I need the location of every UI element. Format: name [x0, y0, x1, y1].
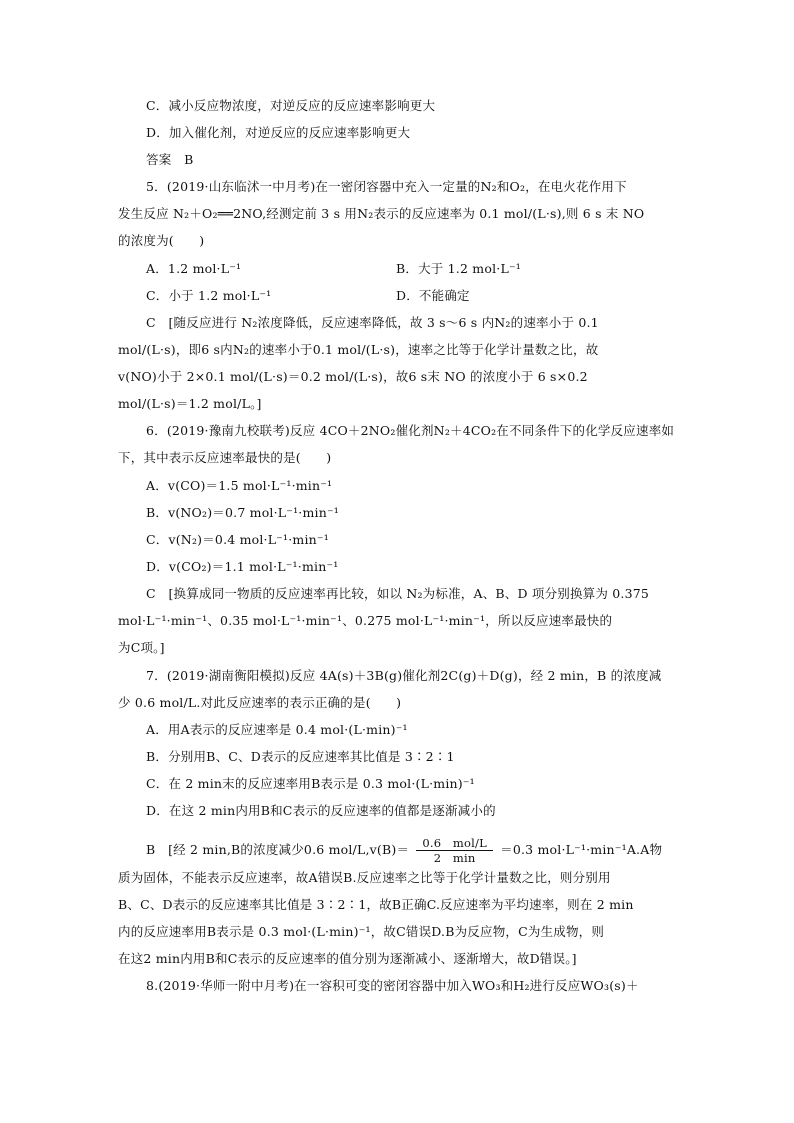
text-line: B．分别用B、C、D表示的反应速率其比值是 3∶2∶1	[146, 749, 455, 764]
text-line: C．小于 1.2 mol·L⁻¹	[146, 288, 272, 303]
text-line: 答案 B	[146, 152, 194, 167]
text-line: v(NO)小于 2×0.1 mol/(L·s)＝0.2 mol/(L·s)，故6 s末 NO 的浓度小于 6 s×0.2	[118, 369, 588, 384]
text-line: C．减小反应物浓度，对逆反应的反应速率影响更大	[146, 98, 436, 113]
text-line: 6．(2019·豫南九校联考)反应 4CO＋2NO₂催化剂N₂＋4CO₂在不同条件下的化学反应速率如	[146, 423, 675, 438]
text-line: A．1.2 mol·L⁻¹	[146, 261, 242, 276]
text-line: C [随反应进行 N₂浓度降低，反应速率降低，故 3 s～6 s 内N₂的速率小于 0.1	[146, 315, 599, 330]
text-line: D．加入催化剂，对逆反应的反应速率影响更大	[146, 125, 411, 140]
answer-line-q7	[146, 836, 706, 865]
text-line: C [换算成同一物质的反应速率再比较，如以 N₂为标准，A、B、D 项分别换算为 0.375	[146, 586, 650, 601]
text-line: 8.(2019·华师一附中月考)在一容积可变的密闭容器中加入WO₃和H₂进行反应WO₃(s)＋	[146, 978, 639, 993]
text-line: 质为固体，不能表示反应速率，故A错误B.反应速率之比等于化学计量数之比，则分别用	[118, 870, 611, 885]
text-line: D．v(CO₂)＝1.1 mol·L⁻¹·min⁻¹	[146, 559, 339, 574]
text-line: mol/(L·s)＝1.2 mol/L。]	[118, 396, 262, 411]
answer-prefix: B [经 2 min,B的浓度减少0.6 mol/L,v(B)＝	[146, 842, 410, 857]
text-line: B、C、D表示的反应速率其比值是 3∶2∶1，故B正确C.反应速率为平均速率，则在 2 min	[118, 897, 634, 912]
option-b-q5: B．大于 1.2 mol·L⁻¹	[396, 261, 521, 276]
text-line: C．v(N₂)＝0.4 mol·L⁻¹·min⁻¹	[146, 532, 329, 547]
text-line: C．在 2 min末的反应速率用B表示是 0.3 mol·(L·min)⁻¹	[146, 776, 475, 791]
text-line: 5．(2019·山东临沭一中月考)在一密闭容器中充入一定量的N₂和O₂，在电火花作用下	[146, 179, 627, 194]
text-line: 发生反应 N₂＋O₂══2NO,经测定前 3 s 用N₂表示的反应速率为 0.1 mol/(L·s),则 6 s 末 NO	[118, 206, 645, 221]
option-d-q5: D．不能确定	[396, 288, 470, 303]
text-line: 下，其中表示反应速率最快的是( )	[118, 450, 332, 465]
text-line: A．用A表示的反应速率是 0.4 mol·(L·min)⁻¹	[146, 722, 408, 737]
text-line: 7．(2019·湖南衡阳模拟)反应 4A(s)＋3B(g)催化剂2C(g)＋D(g)，经 2 min，B 的浓度减	[146, 668, 662, 683]
text-line: 的浓度为( )	[118, 233, 205, 248]
text-line: mol·L⁻¹·min⁻¹、0.35 mol·L⁻¹·min⁻¹、0.275 mol·L⁻¹·min⁻¹，所以反应速率最快的	[118, 613, 613, 628]
text-line: mol/(L·s)，即6 s内N₂的速率小于0.1 mol/(L·s)，速率之比等于化学计量数之比，故	[118, 342, 599, 357]
fraction-numerator: 0.6 mol/L	[416, 836, 493, 851]
text-line: 少 0.6 mol/L.对此反应速率的表示正确的是( )	[118, 695, 402, 710]
text-line: A．v(CO)＝1.5 mol·L⁻¹·min⁻¹	[146, 478, 333, 493]
text-line: B．v(NO₂)＝0.7 mol·L⁻¹·min⁻¹	[146, 505, 339, 520]
text-line: 在这2 min内用B和C表示的反应速率的值分别为逐渐减小、逐渐增大，故D错误。]	[118, 951, 577, 966]
text-line: 内的反应速率用B表示是 0.3 mol·(L·min)⁻¹，故C错误D.B为反应物，C为生成物，则	[118, 924, 605, 939]
fraction-denominator: 2 min	[433, 851, 476, 865]
text-line: D．在这 2 min内用B和C表示的反应速率的值都是逐渐减小的	[146, 803, 496, 818]
fraction	[416, 836, 493, 865]
answer-suffix: ＝0.3 mol·L⁻¹·min⁻¹A.A物	[500, 842, 663, 857]
text-line: 为C项。]	[118, 640, 165, 655]
